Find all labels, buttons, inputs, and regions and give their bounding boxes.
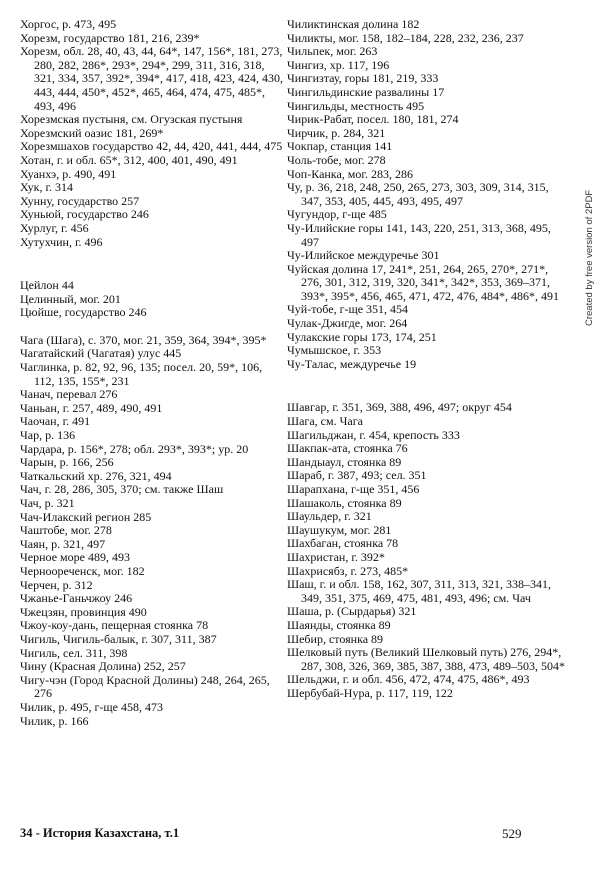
index-entry: Шелковый путь (Великий Шелковый путь) 276, 294*, 287, 308, 326, 369, 385, 387, 388, 473, 489–503, 504* — [287, 645, 565, 673]
index-entry: Чингильды, местность 495 — [287, 98, 425, 113]
index-entry: Чаян, р. 321, 497 — [20, 536, 106, 551]
index-block-ts — [20, 279, 284, 320]
index-entry: Шаянды, стоянка 89 — [287, 617, 391, 632]
index-block-ch-cont — [287, 18, 569, 371]
index-entry: Чаткальский хр. 276, 321, 494 — [20, 468, 172, 483]
index-entry: Чач-Илакский регион 285 — [20, 509, 152, 524]
index-entry: Шаш, г. и обл. 158, 162, 307, 311, 313, 321, 338–341, 349, 351, 375, 469, 475, 481, 493, 496; см. Чач — [287, 577, 552, 605]
index-entry: Шебир, стоянка 89 — [287, 631, 384, 646]
index-entry: Хуанхэ, р. 490, 491 — [20, 166, 117, 181]
index-entry: Хорезм, обл. 28, 40, 43, 44, 64*, 147, 156*, 181, 273, 280, 282, 286*, 293*, 294*, 299, 311, 316, 318, 321, 334, 357, 392*, 394*, 417, 418, 423, 424, 430, 443, 444, 450*, 452*, 465, 464, 474, 475, 485*, 493, 496 — [20, 44, 283, 113]
spacer — [287, 371, 569, 401]
index-entry: Шербубай-Нура, р. 117, 119, 122 — [287, 685, 453, 700]
index-entry: Чу-Илийское междуречье 301 — [287, 248, 440, 263]
index-entry: Черчен, р. 312 — [20, 577, 93, 592]
index-entry: Шахристан, г. 392* — [287, 549, 385, 564]
index-entry: Чач, р. 321 — [20, 496, 75, 510]
index-column-right — [287, 18, 569, 701]
spacer — [20, 249, 284, 279]
index-entry: Чагатайский (Чагатая) улус 445 — [20, 346, 182, 361]
index-entry: Чу, р. 36, 218, 248, 250, 265, 273, 303, 309, 314, 315, 347, 353, 405, 445, 493, 495, 497 — [287, 180, 549, 208]
index-entry: Цюйше, государство 246 — [20, 305, 147, 320]
index-entry: Чигу-чэн (Город Красной Долины) 248, 264, 265, 276 — [20, 672, 270, 701]
index-entry: Чирчик, р. 284, 321 — [287, 125, 386, 140]
index-entry: Хурлуг, г. 456 — [20, 220, 89, 235]
index-entry: Чарын, р. 166, 256 — [20, 455, 114, 470]
spacer — [20, 320, 284, 334]
index-entry: Чирик-Рабат, посел. 180, 181, 274 — [287, 112, 459, 127]
index-entry: Хутухчин, г. 496 — [20, 234, 103, 249]
index-entry: Чугундор, г-ще 485 — [287, 207, 387, 222]
index-entry: Чаштобе, мог. 278 — [20, 523, 112, 538]
index-entry: Чингильдинские развалины 17 — [287, 84, 445, 99]
footer-book-title: 34 - История Казахстана, т.1 — [20, 826, 180, 840]
index-entry: Шаша, р. (Сырдарья) 321 — [287, 604, 417, 619]
index-entry: Чуйская долина 17, 241*, 251, 264, 265, 270*, 271*, 276, 301, 312, 319, 320, 341*, 342*, 353, 369–371, 393*, 395*, 456, 465, 471, 472, 476, 484*, 486*, 491 — [287, 261, 559, 303]
index-entry: Чаочан, г. 491 — [20, 414, 91, 429]
index-entry: Хорезмская пустыня, см. Огузская пустыня — [20, 112, 243, 127]
index-entry: Чардара, р. 156*, 278; обл. 293*, 393*; ур. 20 — [20, 441, 249, 456]
index-entry: Черное море 489, 493 — [20, 550, 130, 565]
index-entry: Чач, г. 28, 286, 305, 370; см. также Шаш — [20, 482, 224, 497]
index-entry: Чингизтау, горы 181, 219, 333 — [287, 71, 439, 86]
index-entry: Чаньан, г. 257, 489, 490, 491 — [20, 400, 163, 415]
index-entry: Хук, г. 314 — [20, 180, 74, 195]
index-entry: Шагильджан, г. 454, крепость 333 — [287, 427, 460, 442]
index-block-kh — [20, 18, 284, 249]
index-entry: Хунну, государство 257 — [20, 193, 140, 208]
index-entry: Чулак-Джигде, мог. 264 — [287, 316, 408, 331]
index-entry: Чигиль, сел. 311, 398 — [20, 645, 128, 660]
index-entry: Чага (Шага), с. 370, мог. 21, 359, 364, 394*, 395* — [20, 332, 267, 347]
index-entry: Хотан, г. и обл. 65*, 312, 400, 401, 490, 491 — [20, 152, 238, 167]
page-number: 529 — [502, 826, 522, 841]
index-entry: Шакпак-ата, стоянка 76 — [287, 441, 408, 456]
index-entry: Чину (Красная Долина) 252, 257 — [20, 659, 186, 674]
watermark-text: Created by free version of 2PDF — [584, 189, 595, 326]
index-entry: Чигиль, Чигиль-балык, г. 307, 311, 387 — [20, 631, 217, 646]
index-entry: Чоль-тобе, мог. 278 — [287, 152, 386, 167]
index-entry: Чуй-тобе, г-ще 351, 454 — [287, 302, 409, 317]
index-entry: Целинный, мог. 201 — [20, 291, 121, 306]
index-entry: Чанач, перевал 276 — [20, 387, 118, 402]
index-entry: Шавгар, г. 351, 369, 388, 496, 497; округ 454 — [287, 400, 512, 415]
index-entry: Шашаколь, стоянка 89 — [287, 495, 402, 510]
index-entry: Чилик, р. 495, г-ще 458, 473 — [20, 699, 163, 714]
index-entry: Чу-Талас, междуречье 19 — [287, 356, 417, 371]
index-entry: Чаглинка, р. 82, 92, 96, 135; посел. 20, 59*, 106, 112, 135, 155*, 231 — [20, 360, 263, 388]
index-entry: Шахрисябз, г. 273, 485* — [287, 563, 409, 578]
index-entry: Чу-Илийские горы 141, 143, 220, 251, 313, 368, 495, 497 — [287, 220, 551, 249]
index-entry: Хорезмский оазис 181, 269* — [20, 125, 164, 140]
index-entry: Чингиз, хр. 117, 196 — [287, 57, 390, 72]
index-entry: Хорезм, государство 181, 216, 239* — [20, 30, 200, 45]
index-entry: Шаушукум, мог. 281 — [287, 522, 392, 537]
index-entry: Чумышское, г. 353 — [287, 343, 382, 358]
index-column-left — [20, 18, 284, 728]
index-entry: Цейлон 44 — [20, 278, 74, 293]
index-entry: Хоргос, р. 473, 495 — [20, 17, 117, 31]
index-entry: Чоп-Канка, мог. 283, 286 — [287, 166, 413, 181]
index-entry: Шандыаул, стоянка 89 — [287, 454, 402, 469]
index-entry: Чжоу-коу-дань, пещерная стоянка 78 — [20, 618, 209, 633]
index-entry: Хуньюй, государство 246 — [20, 207, 149, 222]
index-entry: Шахбаган, стоянка 78 — [287, 536, 399, 551]
index-block-sh — [287, 401, 569, 700]
index-block-ch — [20, 334, 284, 728]
index-entry: Чжанье-Ганьчжоу 246 — [20, 591, 133, 606]
index-entry: Чилик, р. 166 — [20, 713, 89, 728]
index-entry: Чиликты, мог. 158, 182–184, 228, 232, 236, 237 — [287, 30, 524, 45]
index-entry: Чильпек, мог. 263 — [287, 44, 378, 59]
index-entry: Чокпар, станция 141 — [287, 139, 393, 154]
index-entry: Шарапхана, г-ще 351, 456 — [287, 482, 420, 496]
index-entry: Черноореченск, мог. 182 — [20, 563, 145, 578]
index-entry: Чиликтинская долина 182 — [287, 17, 420, 31]
index-entry: Чулакские горы 173, 174, 251 — [287, 329, 437, 344]
index-entry: Шаульдер, г. 321 — [287, 509, 372, 524]
index-entry: Хорезмшахов государство 42, 44, 420, 441, 444, 475 — [20, 139, 283, 154]
index-entry: Чар, р. 136 — [20, 428, 76, 443]
index-entry: Шельджи, г. и обл. 456, 472, 474, 475, 486*, 493 — [287, 672, 530, 687]
index-entry: Чжецзян, провинция 490 — [20, 604, 147, 619]
index-entry: Шага, см. Чага — [287, 414, 363, 429]
index-entry: Шараб, г. 387, 493; сел. 351 — [287, 468, 427, 483]
